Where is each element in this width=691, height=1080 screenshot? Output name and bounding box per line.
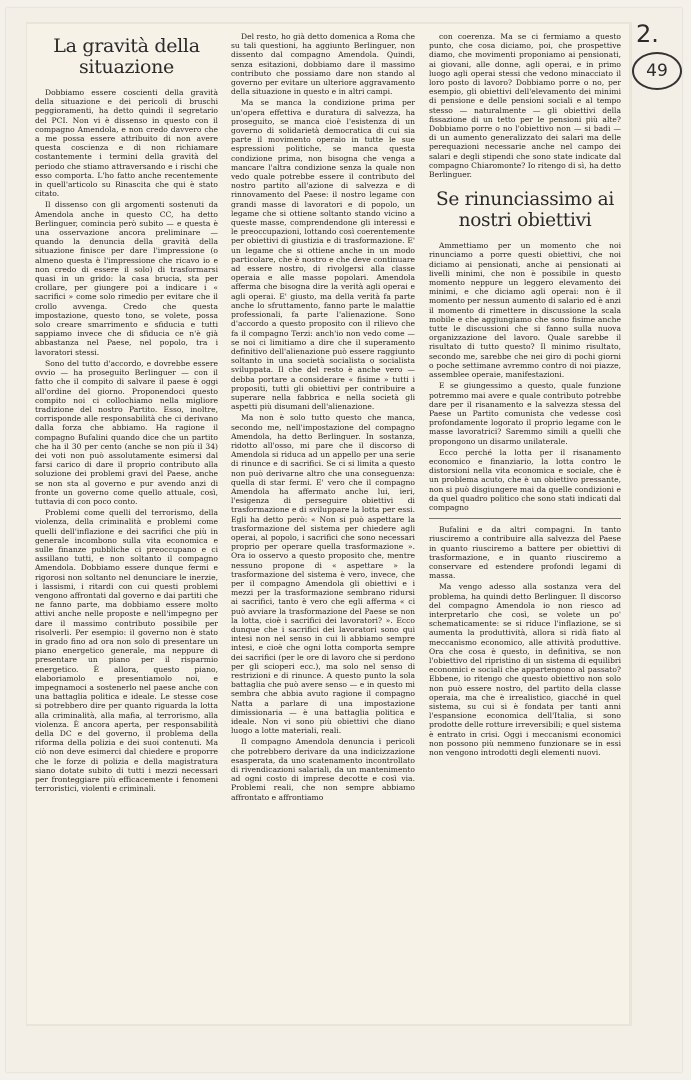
paragraph: con coerenza. Ma se ci fermiamo a questo punto, che cosa diciamo, poi, che prospettive diamo, che movimenti proponiamo ai pensionati, ai giovani, alle donne, agli operai, e in primo luogo agli operai stessi che vedono minacciato il loro posto di lavoro? Dobbiamo porre o no, per esempio, gli obiettivi dell'elevamento dei minimi di pensione e delle pensioni sociali e al tempo stesso — naturalmente — gli obiettivi della fissazione di un tetto per le pensioni più alte? Dobbiamo porre o no l'obiettivo non — si badi — di un aumento generalizzato dei salari ma delle perequazioni necessarie anche nel campo dei salari e degli stipendi che sono state indicate dal compagno Chiaromonte? Io ritengo di sì, ha detto Berlinguer. xyxy=(429,32,621,180)
paragraph: Ma non è solo tutto questo che manca, secondo me, nell'impostazione del compagno Amendola, ha detto Berlinguer. In sostanza, ridotto all'osso, mi pare che il discorso di Amendola si riduca ad un appello per una serie di rinunce e di sacrifici. Se ci si limita a questo non può derivarne altro che una conseguenza: quella di star fermi. E' vero che il compagno Amendola ha affermato anche lui, ieri, l'esigenza di perseguire obiettivi di trasformazione e di sviluppare la lotta per essi. Egli ha detto però: « Non si può aspettare la trasformazione del sistema per chiedere agli operai, al popolo, i sacrifici che sono necessari proprio per operare quella trasformazione ». Ora io osservo a questo proposito che, mentre nessuno propone di « aspettare » la trasformazione del sistema è vero, invece, che per il compagno Amendola gli obiettivi e i mezzi per la trasformazione sembrano ridursi ai sacrifici, tanto è vero che egli afferma « ci può avviare la trasformazione del Paese se non la lotta, cioè i sacrifici dei lavoratori? ». Ecco dunque che i sacrifici dei lavoratori sono qui intesi non nel senso in cui li abbiamo sempre intesi, e cioè che ogni lotta comporta sempre dei sacrifici (per le ore di lavoro che si perdono per gli scioperi ecc.), ma solo nel senso di restrizioni e di rinunce. A questo punto la sola battaglia che può avere senso — e in questo mi sembra che abbia avuto ragione il compagno Natta a parlare di una impostazione dimissionaria — è una battaglia politica e ideale. Non vi sono più obiettivi che diano luogo a lotte materiali, reali. xyxy=(231,413,415,736)
paragraph: Ecco perché la lotta per il risanamento economico e finanziario, la lotta contro le distorsioni nella vita economica e sociale, che è un problema acuto, che è un obiettivo pressante, non si può disgiungere mai da quelle condizioni e da quel quadro politico che sono stati indicati dal compagno xyxy=(429,447,621,512)
column-2 xyxy=(231,32,415,804)
column-3 xyxy=(429,32,621,759)
headline: La gravità della situazione xyxy=(53,35,200,78)
column-divider xyxy=(429,518,621,519)
column-2-body xyxy=(231,32,415,802)
paragraph: Problemi come quelli del terrorismo, della violenza, della criminalità e problemi come quelli dell'inflazione e dei sacrifici che più in generale incombono sulla vita economica e sulle finanze pubbliche ci preoccupano e ci assillano tutti, e non soltanto il compagno Amendola. Dobbiamo essere dunque fermi e rigorosi non soltanto nel denunciare le inerzie, i lassismi, i ritardi con cui questi problemi vengono affrontati dal governo e dai partiti che ne fanno parte, ma dobbiamo essere molto attivi anche nelle proposte e nell'impegno per dare il massimo contributo possibile per risolverli. Per esempio: il governo non è stato in grado fino ad ora non solo di presentare un piano energetico generale, ma neppure di presentare un piano per il risparmio energetico. È allora, questo piano, elaboriamolo e presentiamolo noi, e impegnamoci a sostenerlo nel paese anche con una battaglia politica e ideale. Le stesse cose si potrebbero dire per quanto riguarda la lotta alla criminalità, alla mafia, al terrorismo, alla violenza. È ancora aperta, per responsabilità della DC e del governo, il problema della riforma della polizia e dei suoi contenuti. Ma ciò non deve esimerci dal chiedere e proporre che le forze di polizia e della magistratura siano dotate subito di tutti i mezzi necessari per fronteggiare più efficacemente i fenomeni terroristici, violenti e criminali. xyxy=(35,508,218,794)
paragraph: Sono del tutto d'accordo, e dovrebbe essere ovvio — ha proseguito Berlinguer — con il fatto che il compito di salvare il paese è oggi all'ordine del giorno. Proponendoci questo compito noi ci collochiamo nella migliore tradizione del nostro Partito. Esso, inoltre, corrisponde alle responsabilità che ci derivano dalla forza che abbiamo. Ha ragione il compagno Bufalini quando dice che un partito che ha il 30 per cento (anche se non più il 34) dei voti non può assolutamente esimersi dal farsi carico di dare il proprio contributo alla soluzione dei problemi gravi del Paese, anche se non sta al governo e pur avendo anzi di fronte un governo come quello attuale, così, tuttavia di con poco conto. xyxy=(35,358,218,506)
paragraph: Il dissenso con gli argomenti sostenuti da Amendola anche in questo CC, ha detto Berlinguer, comincia però subito — e questa è una osservazione ancora preliminare — quando la denuncia della gravità della situazione finisce per dare l'impressione (o almeno questa è l'impressione che ricavo io e non credo di essere il solo) di trasformarsi quasi in un grido: la casa brucia, sta per crollare, per giungere poi a indicare i « sacrifici » come solo rimedio per evitare che il crollo avvenga. Credo che questa impostazione, questo tono, se volete, possa solo creare smarrimento e sfiducia e tutti sappiamo invece che di sfiducia ce n'è già abbastanza nel Paese, nel popolo, tra i lavoratori stessi. xyxy=(35,200,218,357)
newspaper-clipping xyxy=(27,24,629,1024)
paragraph: Il compagno Amendola denuncia i pericoli che potrebbero derivare da una indicizzazione esasperata, da uno scatenamento incontrollato di rivendicazioni salariali, da un mantenimento ad ogni costo di imprese decotte e così via. Problemi reali, che non sempre abbiamo affrontato e affrontiamo xyxy=(231,737,415,802)
column-3-body xyxy=(429,32,621,179)
column-1-body xyxy=(35,88,218,793)
column-3b-body xyxy=(429,241,621,512)
paragraph: Bufalini e da altri compagni. In tanto riusciremo a contribuire alla salvezza del Paese in quanto riusciremo a battere per obiettivi di trasformazione, e in quanto riusciremo a conservare ed estendere profondi legami di massa. xyxy=(429,525,621,581)
handwritten-page-number: 2. xyxy=(636,20,659,48)
paragraph: Ma se manca la condizione prima per un'opera effettiva e duratura di salvezza, ha proseguito, se manca cioè l'esistenza di un governo di solidarietà democratica di cui sia parte il movimento operaio in tutte le sue espressioni politiche, se manca questa condizione prima, non bisogna che venga a mancare l'altra condizione senza la quale non vedo quale potrebbe essere il contributo del nostro partito all'azione di salvezza e di rinnovamento del Paese: il nostro legame con grandi masse di lavoratori e di popolo, un legame che si ottiene soltanto stando vicino a queste masse, comprendendone gli interessi e le preoccupazioni, lottando così coerentemente per obiettivi di giustizia e di trasformazione. E' un legame che si ottiene anche in un modo particolare, che è nostro e che deve continuare ad essere nostro, di rivolgersi alla classe operaia e alle masse popolari. Amendola afferma che bisogna dire la verità agli operai e agli operai. E' giusto, ma della verità fa parte anche lo sfruttamento, fanno parte le malattie professionali, fa parte l'alienazione. Sono d'accordo a questo proposito con il rilievo che fa il compagno Terzi: anch'io non vedo come — se noi ci limitiamo a dire che il superamento definitivo dell'alienazione può essere raggiunto soltanto in una società socialista o socialista sviluppata. Il che del resto è anche vero — debba portare a considerare « fisime » tutti i propositi, tutti gli obiettivi per contribuire a superare nella fabbrica e nella società gli aspetti più disumani dell'alienazione. xyxy=(231,98,415,412)
paragraph: Dobbiamo essere coscienti della gravità della situazione e dei pericoli di bruschi peggioramenti, ha detto quindi il segretario del PCI. Non vi è dissenso in questo con il compagno Amendola, e non credo davvero che a me possa essere attribuito di non avere questa coscienza e di non richiamare costantemente i termini della gravità del periodo che stiamo attraversando e i rischi che esso comporta. L'ho fatto anche recentemente in quell'articolo su Rinascita che qui è stato citato. xyxy=(35,88,218,199)
paragraph: Ammettiamo per un momento che noi rinunciamo a porre questi obiettivi, che noi diciamo ai pensionati, anche ai pensionati ai livelli minimi, che non è possibile in questo momento neppure un leggero elevamento dei minimi, e che diciamo agli operai: non è il momento per nessun aumento di salario ed è anzi il momento di rimettere in discussione la scala mobile e che aggiungiamo che sono fisime anche tutte le discussioni che si fanno sulla nuova organizzazione del lavoro. Quale sarebbe il risultato di tutto questo? Il minimo risultato, secondo me, sarebbe che nei giro di pochi giorni o poche settimane avremmo contro di noi piazze, assemblee operaie, manifestazioni. xyxy=(429,241,621,380)
column-1 xyxy=(35,32,218,795)
subheadline: Se rinunciassimo ai nostri obiettivi xyxy=(435,189,615,232)
paragraph: Ma vengo adesso alla sostanza vera del problema, ha quindi detto Berlinguer. Il discorso del compagno Amendola io non riesco ad interpretarlo che così, se volete un po' schematicamente: se si riduce l'inflazione, se si aumenta la produttività, allora si ridà fiato al meccanismo economico, alle attività produttive. Ora che cosa è questo, in definitiva, se non l'obiettivo del ripristino di un sistema di equilibri economici e sociali che appartengono al passato? Ebbene, io ritengo che questo obiettivo non solo non può essere nostro, del partito della classe operaia, ma che è irrealistico, giacché in quel sistema, su cui si è fondata per tanti anni l'espansione economica dell'Italia, si sono prodotte delle rotture irreversibili; e quel sistema è entrato in crisi. Oggi i meccanismi economici non possono più nemmeno funzionare se in essi non vengono introdotti degli elementi nuovi. xyxy=(429,582,621,758)
handwritten-circled-number: 49 xyxy=(632,52,682,90)
paragraph: E se giungessimo a questo, quale funzione potremmo mai avere e quale contributo potrebbe dare per il risanamento e la salvezza stessa del Paese un Partito comunista che vedesse così profondamente logorato il proprio legame con le masse lavoratrici? Saremmo simili a quelli che propongono un disarmo unilaterale. xyxy=(429,381,621,446)
paragraph: Del resto, ho già detto domenica a Roma che su tali questioni, ha aggiunto Berlinguer, non dissento dal compagno Amendola. Quindi, senza esitazioni, dobbiamo dare il massimo contributo che possiamo dare non stando al governo per evitare un ulteriore aggravamento della situazione in questo e in altri campi. xyxy=(231,32,415,97)
column-3c-body xyxy=(429,525,621,757)
